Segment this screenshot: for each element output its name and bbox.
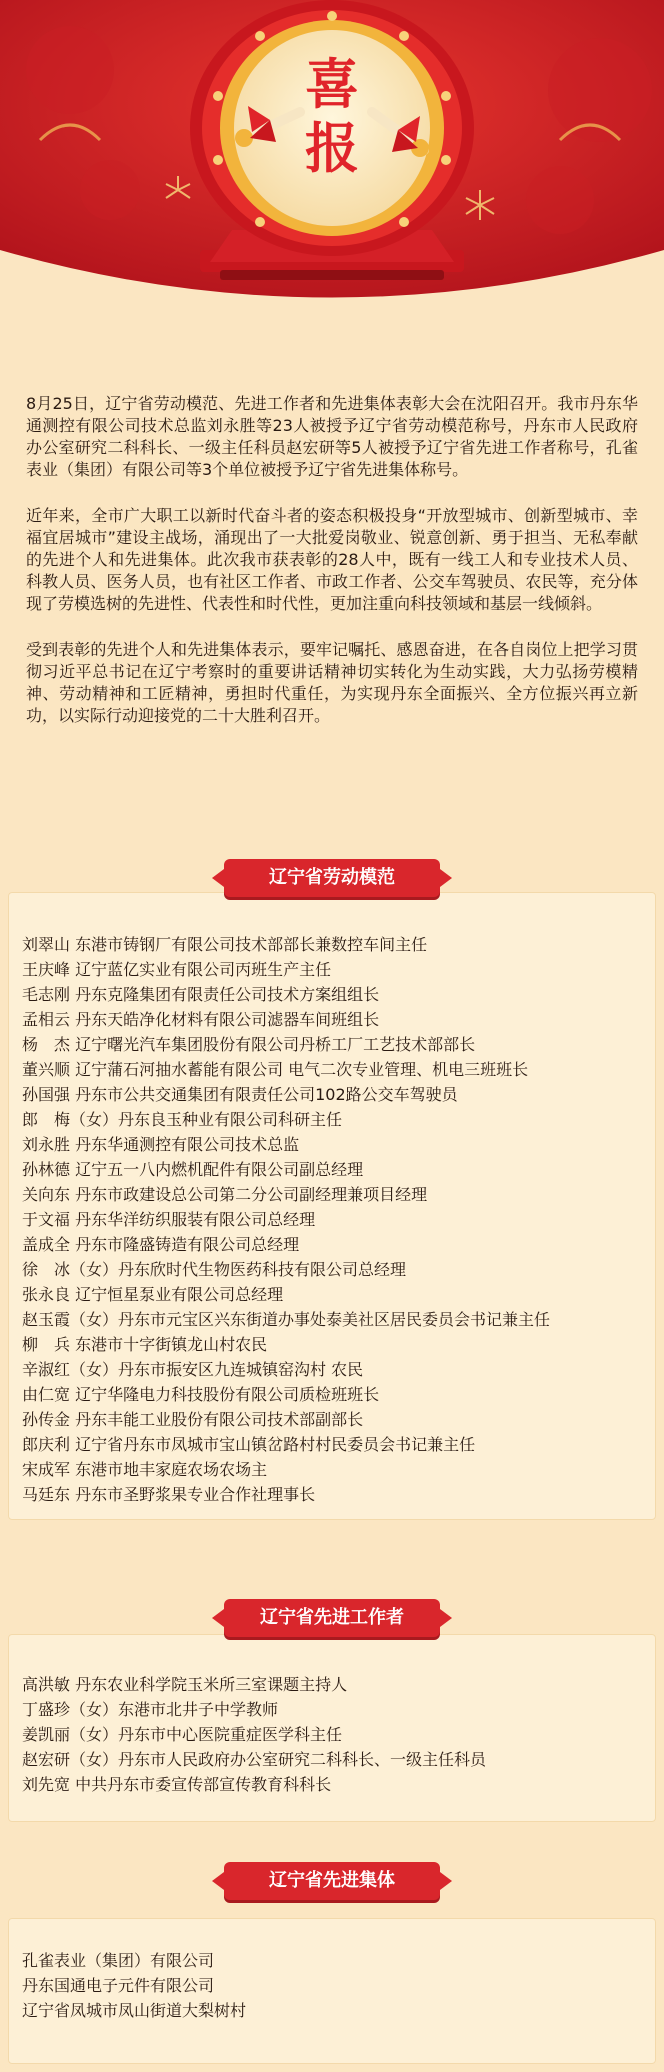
intro-article [26, 393, 638, 751]
list-item: 刘先宽 中共丹东市委宣传部宣传教育科科长 [22, 1775, 332, 1794]
intro-paragraph: 近年来，全市广大职工以新时代奋斗者的姿态积极投身“开放型城市、创新型城市、幸福宜居城市”建设主战场，涌现出了一大批爱岗敬业、锐意创新、勇于担当、无私奉献的先进个人和先进集体。此次我市获表彰的28人中，既有一线工人和专业技术人员、科教人员、医务人员，也有社区工作者、市政工作者、公交车驾驶员、农民等，充分体现了劳模选树的先进性、代表性和时代性，更加注重向科技领域和基层一线倾斜。 [26, 506, 638, 613]
model-workers-list [22, 932, 642, 1507]
section-title-advanced-workers: 辽宁省先进工作者 [224, 1599, 440, 1637]
banner-char-bao: 报 [305, 117, 359, 180]
list-item: 郎庆利 辽宁省丹东市凤城市宝山镇岔路村村民委员会书记兼主任 [22, 1435, 476, 1454]
banner-char-xi: 喜 [305, 53, 359, 116]
list-item: 董兴顺 辽宁蒲石河抽水蓄能有限公司 电气二次专业管理、机电三班班长 [22, 1060, 529, 1079]
list-item: 刘翠山 东港市铸钢厂有限公司技术部部长兼数控车间主任 [22, 935, 428, 954]
list-item: 于文福 丹东华洋纺织服装有限公司总经理 [22, 1210, 316, 1229]
list-item: 由仁宽 辽宁华隆电力科技股份有限公司质检班班长 [22, 1385, 380, 1404]
intro-paragraph: 8月25日，辽宁省劳动模范、先进工作者和先进集体表彰大会在沈阳召开。我市丹东华通测控有限公司技术总监刘永胜等23人被授予辽宁省劳动模范称号，丹东市人民政府办公室研究二科科长、一级主任科员赵宏研等5人被授予辽宁省先进工作者称号，孔雀表业（集团）有限公司等3个单位被授予辽宁省先进集体称号。 [26, 394, 638, 479]
list-item: 丹东国通电子元件有限公司 [22, 1976, 215, 1995]
section-title-model-workers: 辽宁省劳动模范 [224, 859, 440, 897]
list-item: 毛志刚 丹东克隆集团有限责任公司技术方案组组长 [22, 985, 380, 1004]
list-item: 孔雀表业（集团）有限公司 [22, 1951, 215, 1970]
list-item: 关向东 丹东市政建设总公司第二分公司副经理兼项目经理 [22, 1185, 428, 1204]
list-item: 徐 冰（女）丹东欣时代生物医药科技有限公司总经理 [22, 1260, 407, 1279]
list-item: 赵宏研（女）丹东市人民政府办公室研究二科科长、一级主任科员 [22, 1750, 487, 1769]
list-item: 辽宁省凤城市凤山街道大梨树村 [22, 2001, 247, 2020]
header-banner [0, 0, 664, 330]
list-item: 孙传金 丹东丰能工业股份有限公司技术部副部长 [22, 1410, 364, 1429]
section-title-advanced-collectives: 辽宁省先进集体 [224, 1862, 440, 1900]
intro-paragraph: 受到表彰的先进个人和先进集体表示，要牢记嘱托、感恩奋进，在各自岗位上把学习贯彻习近平总书记在辽宁考察时的重要讲话精神切实转化为生动实践，大力弘扬劳模精神、劳动精神和工匠精神，勇担时代重任，为实现丹东全面振兴、全方位振兴再立新功，以实际行动迎接党的二十大胜利召开。 [26, 640, 638, 725]
list-item: 丁盛珍（女）东港市北井子中学教师 [22, 1700, 279, 1719]
list-item: 赵玉霞（女）丹东市元宝区兴东街道办事处泰美社区居民委员会书记兼主任 [22, 1310, 551, 1329]
list-item: 杨 杰 辽宁曙光汽车集团股份有限公司丹桥工厂工艺技术部部长 [22, 1035, 476, 1054]
list-item: 刘永胜 丹东华通测控有限公司技术总监 [22, 1135, 300, 1154]
list-item: 盖成全 丹东市隆盛铸造有限公司总经理 [22, 1235, 300, 1254]
list-item: 柳 兵 东港市十字街镇龙山村农民 [22, 1335, 268, 1354]
list-item: 孙林德 辽宁五一八内燃机配件有限公司副总经理 [22, 1160, 364, 1179]
list-item: 孟相云 丹东天皓净化材料有限公司滤器车间班组长 [22, 1010, 380, 1029]
advanced-workers-list [22, 1672, 642, 1797]
list-item: 孙国强 丹东市公共交通集团有限责任公司102路公交车驾驶员 [22, 1085, 458, 1104]
list-item: 王庆峰 辽宁蓝亿实业有限公司丙班生产主任 [22, 960, 332, 979]
list-item: 姜凯丽（女）丹东市中心医院重症医学科主任 [22, 1725, 343, 1744]
list-item: 郎 梅（女）丹东良玉种业有限公司科研主任 [22, 1110, 343, 1129]
list-item: 辛淑红（女）丹东市振安区九连城镇窑沟村 农民 [22, 1360, 364, 1379]
list-item: 张永良 辽宁恒星泵业有限公司总经理 [22, 1285, 284, 1304]
list-item: 宋成军 东港市地丰家庭农场农场主 [22, 1460, 268, 1479]
list-item: 马廷东 丹东市圣野浆果专业合作社理事长 [22, 1485, 316, 1504]
list-item: 高洪敏 丹东农业科学院玉米所三室课题主持人 [22, 1675, 348, 1694]
advanced-collectives-list [22, 1948, 642, 2023]
